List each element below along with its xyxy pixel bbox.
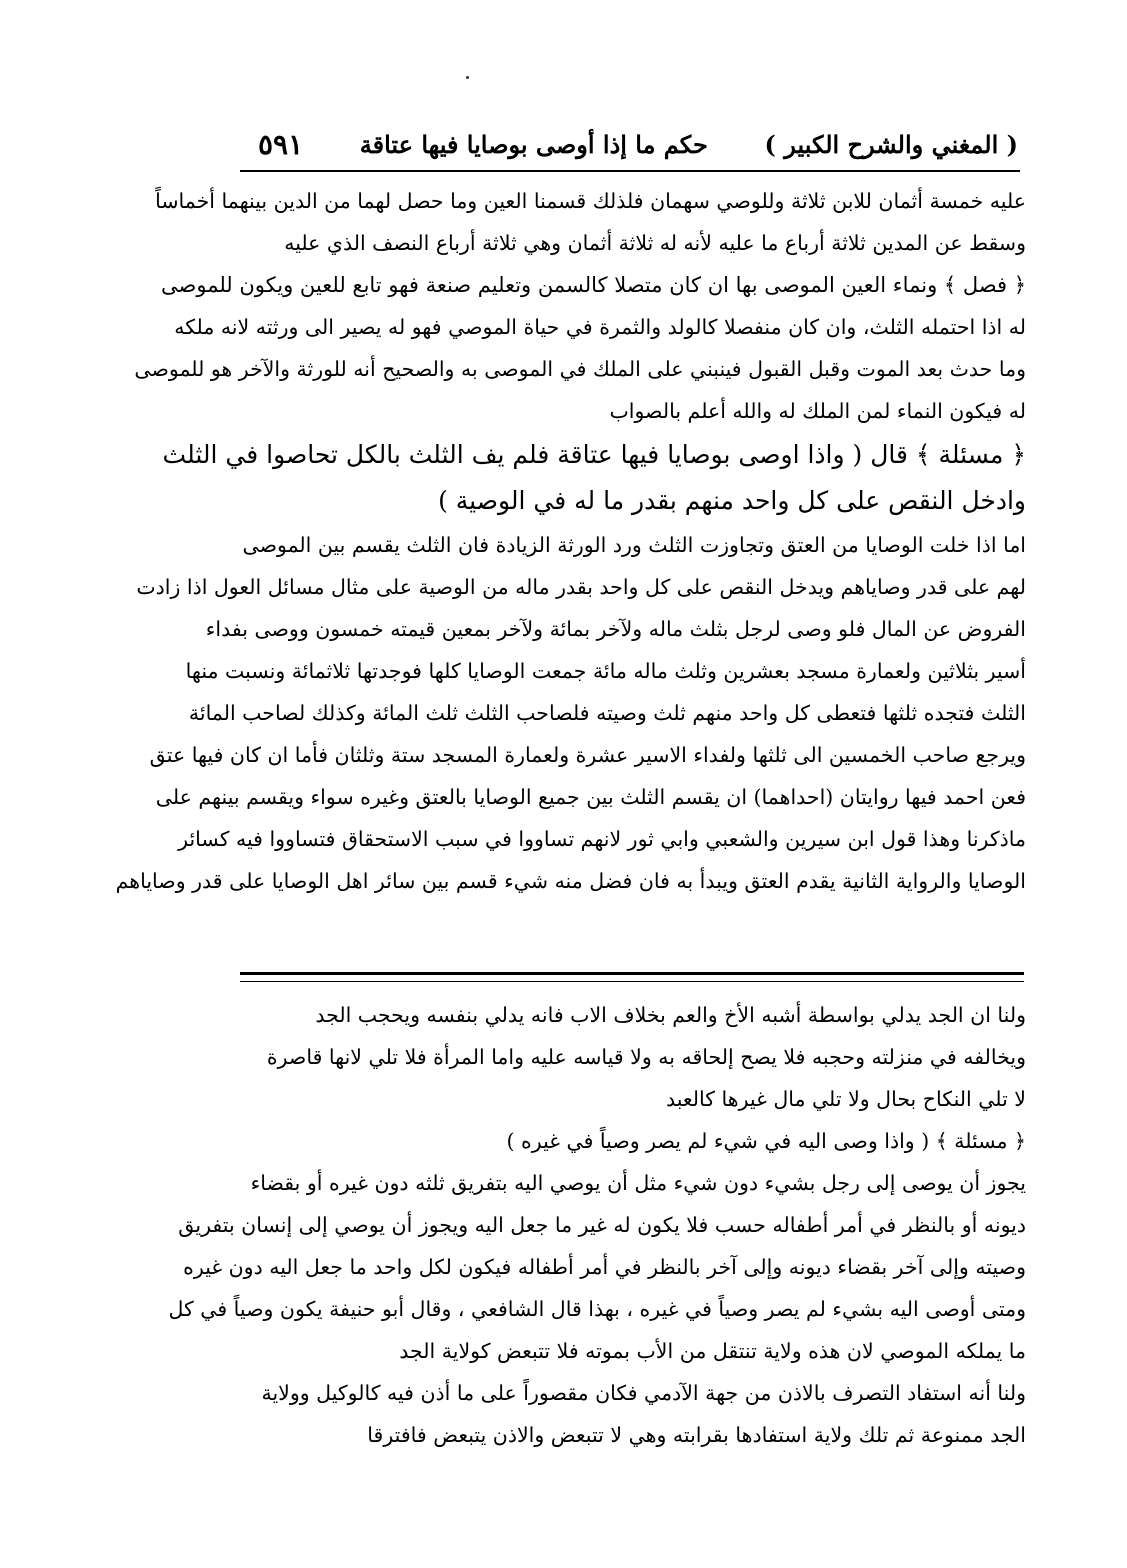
text-line: ومتى أوصى اليه بشيء لم يصر وصياً في غيره ، بهذا قال الشافعي ، وقال أبو حنيفة يكون وصياً في كل xyxy=(168,1297,1026,1321)
text-line: الوصايا والرواية الثانية يقدم العتق ويبدأ به فان فضل منه شيء قسم بين سائر اهل الوصايا على قدر وصاياهم xyxy=(115,869,1026,893)
header-rule xyxy=(240,170,1020,172)
text-line: ماذكرنا وهذا قول ابن سيرين والشعبي وابي ثور لانهم تساووا في سبب الاستحقاق فتساووا فيه كسائر xyxy=(178,827,1026,851)
text-line: وسقط عن المدين ثلاثة أرباع ما عليه لأنه له ثلاثة أثمان وهي ثلاثة أرباع النصف الذي عليه xyxy=(284,231,1026,255)
fasl-line: ﴿ فصل ﴾ ونماء العين الموصى بها ان كان متصلا كالسمن وتعليم صنعة فهو تابع للعين ويكون للموصى xyxy=(161,273,1026,297)
text-line: ديونه أو بالنظر في أمر أطفاله حسب فلا يكون له غير ما جعل اليه ويجوز أن يوصي إلى إنسان بتفريق xyxy=(178,1213,1026,1237)
text-line: ويرجع صاحب الخمسين الى ثلثها ولفداء الاسير عشرة ولعمارة المسجد ستة وثلثان فأما ان كان فيها عتق xyxy=(149,743,1026,767)
text-line: لهم على قدر وصاياهم ويدخل النقص على كل واحد بقدر ماله من الوصية على مثال مسائل العول اذا زادت xyxy=(136,575,1026,599)
lower-text xyxy=(168,994,1026,1456)
text-line: له فيكون النماء لمن الملك له والله أعلم بالصواب xyxy=(609,399,1026,423)
text-line: لا تلي النكاح بحال ولا تلي مال غيرها كالعبد xyxy=(665,1087,1026,1111)
text-line: الثلث فتجده ثلثها فتعطى كل واحد منهم ثلث وصيته فلصاحب الثلث ثلث المائة وكذلك لصاحب المائة xyxy=(188,701,1026,725)
text-line: وصيته وإلى آخر بقضاء ديونه وإلى آخر بالنظر في أمر أطفاله فيكون لكل واحد ما جعل اليه دون غيره xyxy=(183,1255,1026,1279)
page-number: ٥٩١ xyxy=(258,127,304,161)
text-line: أسير بثلاثين ولعمارة مسجد بعشرين وثلث ماله مائة جمعت الوصايا كلها فوجدتها ثلاثمائة ونسبت منها xyxy=(185,659,1026,683)
text-line: يجوز أن يوصى إلى رجل بشيء دون شيء مثل أن يوصي اليه بتفريق ثلثه دون غيره أو بقضاء xyxy=(250,1171,1026,1195)
masala-heading: وادخل النقص على كل واحد منهم بقدر ما له في الوصية ) xyxy=(438,486,1026,515)
text-line: ما يملكه الموصي لان هذه ولاية تنتقل من الأب بموته فلا تتبعض كولاية الجد xyxy=(399,1339,1026,1363)
running-header xyxy=(258,122,1018,166)
masala-heading: ﴿ مسئلة ﴾ ( واذا وصى اليه في شيء لم يصر وصياً في غيره ) xyxy=(506,1129,1026,1153)
section-title: حكم ما إذا أوصى بوصايا فيها عتاقة xyxy=(359,129,708,159)
stray-mark xyxy=(466,76,469,79)
text-line: فعن احمد فيها روايتان (احداهما) ان يقسم الثلث بين جميع الوصايا بالعتق وغيره سواء ويقسم بينهم على xyxy=(155,785,1026,809)
text-line: الجد ممنوعة ثم تلك ولاية استفادها بقرابته وهي لا تتبعض والاذن يتبعض فافترقا xyxy=(367,1423,1026,1447)
upper-text xyxy=(115,180,1026,902)
masala-heading: ﴿ مسئلة ﴾ قال ( واذا اوصى بوصايا فيها عتاقة فلم يف الثلث بالكل تحاصوا في الثلث xyxy=(162,440,1026,469)
text-line: له اذا احتمله الثلث، وان كان منفصلا كالولد والثمرة في حياة الموصي فهو له يصير الى ورثته لانه ملكه xyxy=(174,315,1026,339)
section-separator xyxy=(240,972,1024,982)
text-line: عليه خمسة أثمان للابن ثلاثة وللوصي سهمان فلذلك قسمنا العين وما حصل لهما من الدين بينهما أخماساً xyxy=(155,189,1026,213)
text-line: الفروض عن المال فلو وصى لرجل بثلث ماله ولآخر بمائة ولآخر بمعين قيمته خمسون ووصى بفداء xyxy=(205,617,1026,641)
text-line: ولنا ان الجد يدلي بواسطة أشبه الأخ والعم بخلاف الاب فانه يدلي بنفسه ويحجب الجد xyxy=(315,1003,1026,1027)
book-title: ( المغني والشرح الكبير ) xyxy=(764,129,1018,159)
text-line: اما اذا خلت الوصايا من العتق وتجاوزت الثلث ورد الورثة الزيادة فان الثلث يقسم بين الموصى xyxy=(242,533,1026,557)
text-line: وما حدث بعد الموت وقبل القبول فينبني على الملك في الموصى به والصحيح أنه للورثة والآخر هو للموصى xyxy=(134,357,1026,381)
text-line: ولنا أنه استفاد التصرف بالاذن من جهة الآدمي فكان مقصوراً على ما أذن فيه كالوكيل وولاية xyxy=(261,1381,1026,1405)
text-line: ويخالفه في منزلته وحجبه فلا يصح إلحاقه به ولا قياسه عليه واما المرأة فلا تلي لانها قاصرة xyxy=(266,1045,1026,1069)
